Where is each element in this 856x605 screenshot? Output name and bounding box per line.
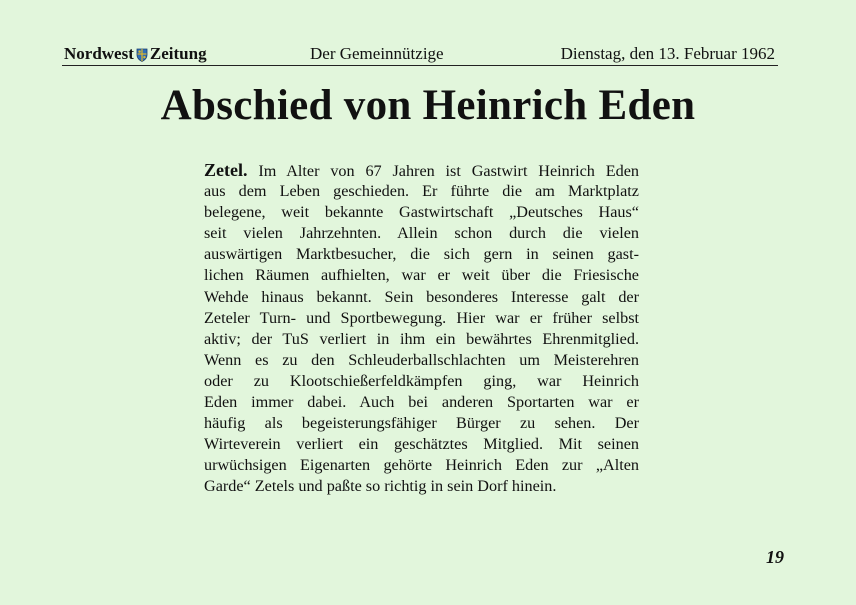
article-line: Zeteler Turn- und Sportbewegung. Hier war er früher selbst bbox=[204, 308, 639, 327]
page-number: 19 bbox=[766, 547, 784, 567]
dateline: Zetel. bbox=[204, 160, 248, 180]
article-body bbox=[204, 160, 639, 498]
article-line: Eden immer dabei. Auch bei anderen Sportarten war er bbox=[204, 393, 639, 412]
article-line: belegene, weit bekannte Gastwirtschaft „Deutsches Haus“ bbox=[204, 203, 639, 222]
article-line: seit vielen Jahrzehnten. Allein schon durch die vielen bbox=[204, 224, 639, 243]
article-line: aus dem Leben geschieden. Er führte die am Marktplatz bbox=[204, 182, 639, 201]
article-line: Wehde hinaus bekannt. Sein besonderes Interesse galt der bbox=[204, 287, 639, 306]
article-line: Wirteverein verliert ein geschätztes Mitglied. Mit seinen bbox=[204, 435, 639, 454]
article-line: lichen Räumen aufhielten, war er weit über die Friesische bbox=[204, 266, 639, 285]
headline: Abschied von Heinrich Eden bbox=[160, 82, 696, 129]
article-line: Wenn es zu den Schleuderballschlachten um Meisterehren bbox=[204, 350, 639, 369]
newspaper-name-part2: Zeitung bbox=[149, 44, 207, 63]
newspaper-name bbox=[64, 44, 207, 64]
article-line: aktiv; der TuS verliert in ihm ein bewährtes Ehrenmitglied. bbox=[204, 329, 639, 348]
article-line: häufig als begeisterungsfähiger Bürger zu sehen. Der bbox=[204, 414, 639, 433]
issue-date: Dienstag, den 13. Februar 1962 bbox=[560, 44, 775, 63]
section-name: Der Gemeinnützige bbox=[310, 44, 444, 63]
article-line: urwüchsigen Eigenarten gehörte Heinrich Eden zur „Alten bbox=[204, 456, 639, 475]
masthead bbox=[62, 43, 778, 66]
article-line: auswärtigen Marktbesucher, die sich gern in seinen gast- bbox=[204, 245, 639, 264]
newspaper-name-part1: Nordwest bbox=[64, 44, 134, 63]
article-line: Garde“ Zetels und paßte so richtig in sein Dorf hinein. bbox=[204, 477, 557, 496]
coat-of-arms-icon bbox=[136, 47, 148, 61]
article-line: Zetel. Im Alter von 67 Jahren ist Gastwirt Heinrich Eden bbox=[204, 160, 639, 180]
article-line: oder zu Klootschießerfeldkämpfen ging, war Heinrich bbox=[204, 371, 639, 390]
